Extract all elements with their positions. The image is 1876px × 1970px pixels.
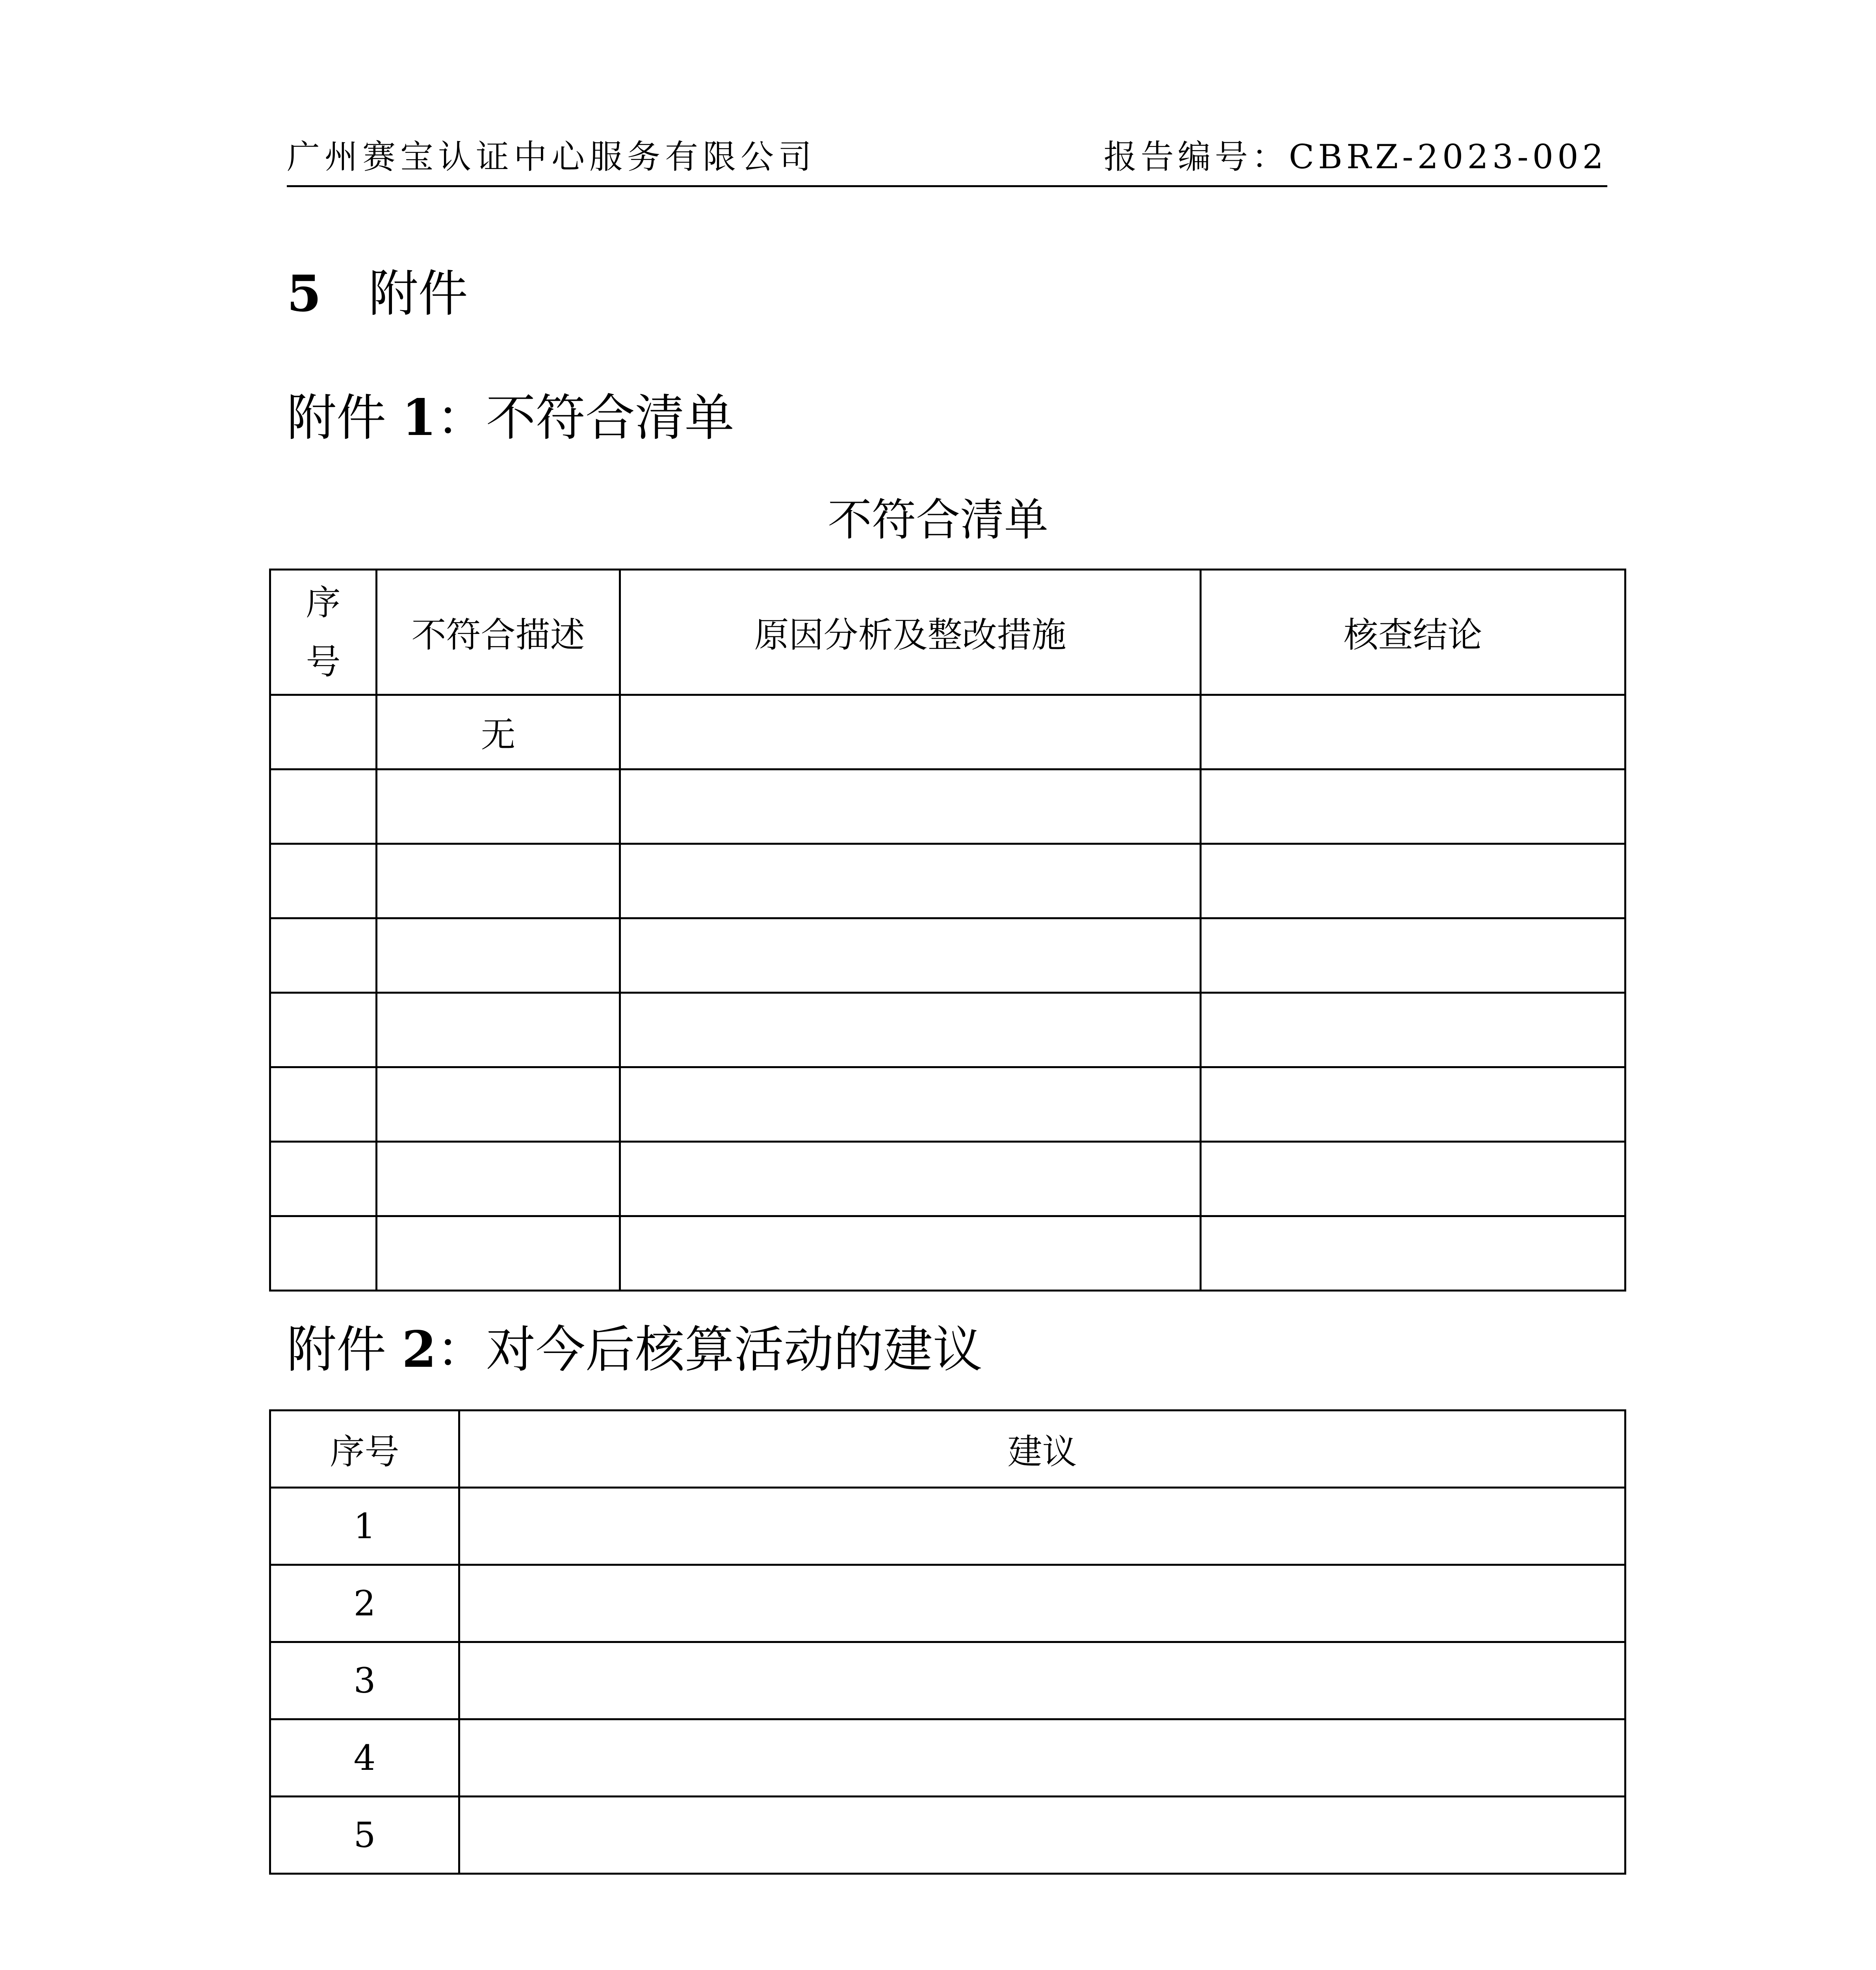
company-name: 广州赛宝认证中心服务有限公司 — [287, 138, 817, 176]
cell-analysis — [620, 1142, 1201, 1216]
cell-conclusion — [1201, 918, 1625, 993]
table-row — [270, 1067, 1625, 1142]
attachment-1-number: 1 — [402, 388, 436, 447]
cell-analysis — [620, 844, 1201, 918]
attachment-2-prefix: 附件 — [287, 1321, 402, 1379]
report-number: 报告编号：CBRZ-2023-002 — [1103, 138, 1607, 176]
col-header-conclusion: 核查结论 — [1201, 570, 1625, 695]
col-header-seq: 序号 — [270, 1411, 459, 1488]
section-title: 附件 — [368, 265, 468, 323]
cell-analysis — [620, 993, 1201, 1067]
page-header — [287, 134, 1607, 187]
attachment-1-prefix: 附件 — [287, 389, 402, 447]
cell-conclusion — [1201, 1067, 1625, 1142]
cell-description: 无 — [377, 695, 620, 769]
table-row — [270, 1797, 1625, 1874]
cell-suggestion — [459, 1642, 1625, 1719]
cell-seq — [270, 993, 377, 1067]
nonconformity-table-caption: 不符合清单 — [828, 494, 1048, 546]
cell-seq — [270, 1142, 377, 1216]
cell-seq: 1 — [270, 1488, 459, 1565]
cell-analysis — [620, 1067, 1201, 1142]
attachment-1-title: ：不符合清单 — [436, 389, 734, 447]
cell-conclusion — [1201, 993, 1625, 1067]
cell-analysis — [620, 769, 1201, 844]
table-row — [270, 993, 1625, 1067]
cell-seq — [270, 1216, 377, 1291]
cell-seq: 4 — [270, 1719, 459, 1797]
table-row — [270, 769, 1625, 844]
cell-description — [377, 769, 620, 844]
table-row — [270, 1488, 1625, 1565]
cell-suggestion — [459, 1565, 1625, 1642]
attachment-2-number: 2 — [402, 1320, 436, 1379]
table-row — [270, 1142, 1625, 1216]
cell-description — [377, 1067, 620, 1142]
section-number: 5 — [287, 264, 321, 323]
table-row — [270, 918, 1625, 993]
table-row — [270, 1719, 1625, 1797]
attachment-2-title: ：对今后核算活动的建议 — [436, 1321, 983, 1379]
table-header-row — [270, 570, 1625, 695]
cell-description — [377, 993, 620, 1067]
suggestions-table — [269, 1409, 1626, 1875]
cell-seq — [270, 769, 377, 844]
table-row — [270, 1642, 1625, 1719]
table-row — [270, 844, 1625, 918]
cell-seq: 3 — [270, 1642, 459, 1719]
attachment-2-heading — [287, 1310, 983, 1381]
cell-seq — [270, 918, 377, 993]
cell-suggestion — [459, 1488, 1625, 1565]
col-header-analysis: 原因分析及整改措施 — [620, 570, 1201, 695]
cell-description — [377, 1216, 620, 1291]
table-row — [270, 695, 1625, 769]
cell-seq — [270, 844, 377, 918]
cell-description — [377, 918, 620, 993]
nonconformity-table — [269, 569, 1626, 1292]
col-header-description: 不符合描述 — [377, 570, 620, 695]
cell-conclusion — [1201, 1216, 1625, 1291]
col-header-seq: 序 号 — [270, 570, 377, 695]
table-row — [270, 1216, 1625, 1291]
table-header-row — [270, 1411, 1625, 1488]
cell-analysis — [620, 1216, 1201, 1291]
cell-conclusion — [1201, 769, 1625, 844]
cell-conclusion — [1201, 1142, 1625, 1216]
cell-seq: 5 — [270, 1797, 459, 1874]
cell-seq — [270, 1067, 377, 1142]
cell-conclusion — [1201, 844, 1625, 918]
cell-suggestion — [459, 1797, 1625, 1874]
section-heading — [287, 254, 468, 325]
table-row — [270, 1565, 1625, 1642]
cell-description — [377, 1142, 620, 1216]
cell-seq — [270, 695, 377, 769]
cell-analysis — [620, 695, 1201, 769]
cell-conclusion — [1201, 695, 1625, 769]
cell-description — [377, 844, 620, 918]
attachment-1-heading — [287, 378, 734, 450]
cell-seq: 2 — [270, 1565, 459, 1642]
cell-suggestion — [459, 1719, 1625, 1797]
col-header-suggestion: 建议 — [459, 1411, 1625, 1488]
cell-analysis — [620, 918, 1201, 993]
